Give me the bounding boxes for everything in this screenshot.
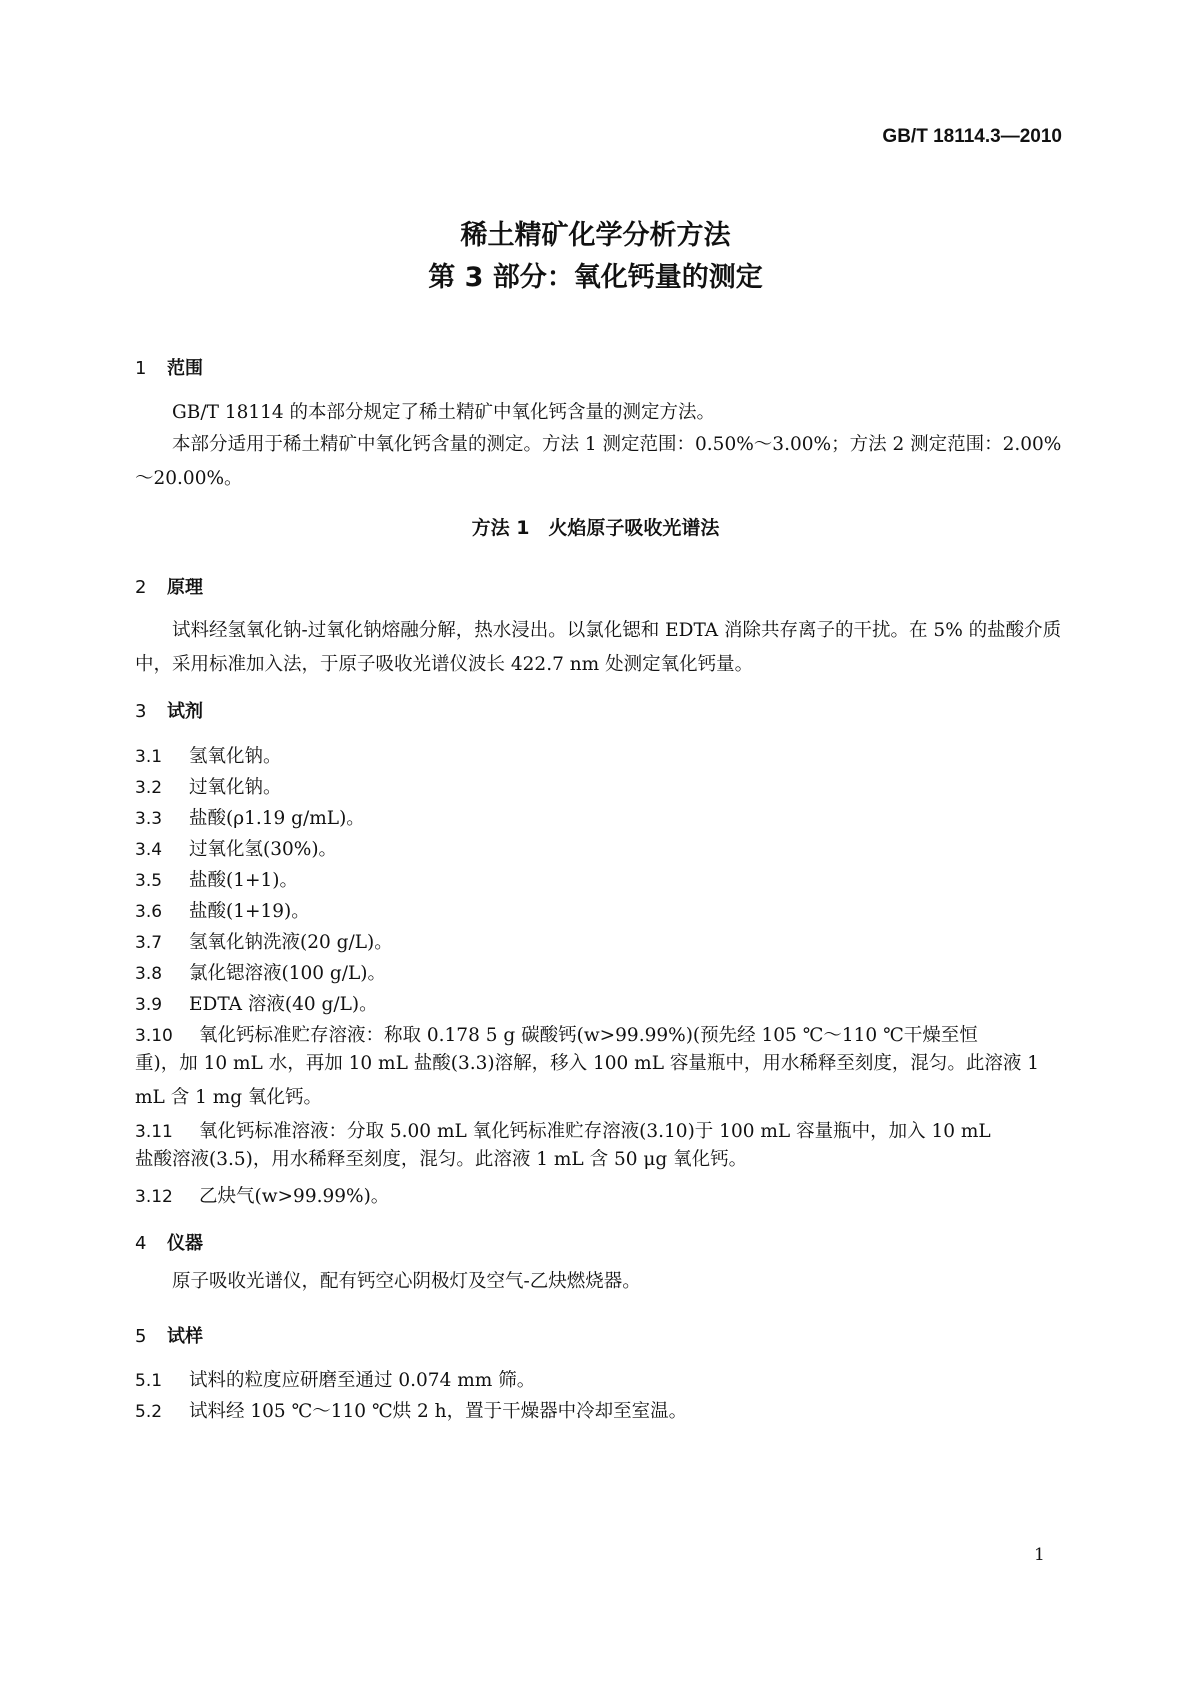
reagent-item bbox=[135, 742, 282, 768]
item-number: 3.7 bbox=[135, 933, 163, 953]
scope-paragraph-2: 本部分适用于稀土精矿中氧化钙含量的测定。方法 1 测定范围：0.50%～3.00%；方法 2 测定范围：2.00%～20.00%。 bbox=[135, 434, 1062, 489]
item-number: 3.2 bbox=[135, 778, 163, 798]
reagent-item-3-10-continuation: 重)，加 10 mL 水，再加 10 mL 盐酸(3.3)溶解，移入 100 mL 容量瓶中，用水稀释至刻度，混匀。此溶液 1 mL 含 1 mg 氧化钙。 bbox=[135, 1053, 1040, 1108]
item-text: 试料的粒度应研磨至通过 0.074 mm 筛。 bbox=[189, 1370, 536, 1391]
item-text: 过氧化钠。 bbox=[189, 777, 282, 798]
section-title: 试剂 bbox=[167, 701, 203, 722]
item-number: 3.10 bbox=[135, 1026, 173, 1046]
section-4-heading bbox=[135, 1229, 203, 1255]
item-number: 3.8 bbox=[135, 964, 163, 984]
standard-code: GB/T 18114.3—2010 bbox=[882, 126, 1062, 147]
section-title: 仪器 bbox=[167, 1233, 203, 1254]
item-number: 3.1 bbox=[135, 747, 163, 767]
section-number: 2 bbox=[135, 577, 147, 598]
item-number: 3.9 bbox=[135, 995, 163, 1015]
reagent-item bbox=[135, 773, 282, 799]
reagent-item-3-11-continuation: 盐酸溶液(3.5)，用水稀释至刻度，混匀。此溶液 1 mL 含 50 μg 氧化钙。 bbox=[135, 1149, 748, 1170]
reagent-item-3-11 bbox=[135, 1117, 991, 1143]
item-number: 3.3 bbox=[135, 809, 163, 829]
item-text: 试料经 105 ℃～110 ℃烘 2 h，置于干燥器中冷却至室温。 bbox=[189, 1401, 688, 1422]
item-text: 过氧化氢(30%)。 bbox=[189, 839, 338, 860]
section-1-heading bbox=[135, 354, 203, 380]
section-2-heading bbox=[135, 573, 203, 599]
section-title: 范围 bbox=[167, 358, 203, 379]
item-number: 3.6 bbox=[135, 902, 163, 922]
item-number: 5.1 bbox=[135, 1371, 163, 1391]
item-text: 氧化钙标准贮存溶液：称取 0.178 5 g 碳酸钙(w>99.99%)(预先经 105 ℃～110 ℃干燥至恒 bbox=[199, 1025, 978, 1046]
section-title: 试样 bbox=[167, 1326, 203, 1347]
item-text: 盐酸(1+1)。 bbox=[189, 870, 298, 891]
item-text: 氢氧化钠洗液(20 g/L)。 bbox=[189, 932, 393, 953]
item-number: 3.12 bbox=[135, 1187, 173, 1207]
section-number: 3 bbox=[135, 701, 147, 722]
section-title: 原理 bbox=[167, 577, 203, 598]
item-number: 3.11 bbox=[135, 1122, 173, 1142]
item-number: 3.5 bbox=[135, 871, 163, 891]
apparatus-paragraph: 原子吸收光谱仪，配有钙空心阴极灯及空气-乙炔燃烧器。 bbox=[172, 1271, 641, 1292]
document-subtitle: 第 3 部分：氧化钙量的测定 bbox=[428, 262, 763, 293]
sample-item bbox=[135, 1397, 687, 1423]
reagent-item-3-10 bbox=[135, 1021, 978, 1047]
reagent-item bbox=[135, 804, 365, 830]
page-number: 1 bbox=[1034, 1545, 1045, 1565]
item-text: 盐酸(1+19)。 bbox=[189, 901, 310, 922]
reagent-item bbox=[135, 990, 378, 1016]
item-text: 氯化锶溶液(100 g/L)。 bbox=[189, 963, 386, 984]
section-number: 5 bbox=[135, 1326, 147, 1347]
reagent-item bbox=[135, 959, 386, 985]
item-text: 氢氧化钠。 bbox=[189, 746, 282, 767]
item-text: 盐酸(ρ1.19 g/mL)。 bbox=[189, 808, 365, 829]
scope-paragraph-1: GB/T 18114 的本部分规定了稀土精矿中氧化钙含量的测定方法。 bbox=[172, 402, 716, 423]
section-number: 1 bbox=[135, 358, 147, 379]
section-3-heading bbox=[135, 697, 203, 723]
document-title: 稀土精矿化学分析方法 bbox=[460, 220, 731, 251]
principle-paragraph: 试料经氢氧化钠-过氧化钠熔融分解，热水浸出。以氯化锶和 EDTA 消除共存离子的干扰。在 5% 的盐酸介质中，采用标准加入法，于原子吸收光谱仪波长 422.7 nm 处测定氧化钙量。 bbox=[135, 620, 1062, 675]
reagent-item bbox=[135, 928, 393, 954]
item-number: 3.4 bbox=[135, 840, 163, 860]
method-1-heading: 方法 1 火焰原子吸收光谱法 bbox=[471, 517, 720, 539]
sample-item bbox=[135, 1366, 535, 1392]
reagent-item-3-12 bbox=[135, 1182, 389, 1208]
reagent-item bbox=[135, 835, 337, 861]
section-5-heading bbox=[135, 1322, 203, 1348]
item-number: 5.2 bbox=[135, 1402, 163, 1422]
reagent-item bbox=[135, 866, 298, 892]
reagent-item bbox=[135, 897, 310, 923]
item-text: 乙炔气(w>99.99%)。 bbox=[199, 1186, 390, 1207]
section-number: 4 bbox=[135, 1233, 147, 1254]
item-text: 氧化钙标准溶液：分取 5.00 mL 氧化钙标准贮存溶液(3.10)于 100 mL 容量瓶中，加入 10 mL bbox=[199, 1121, 991, 1142]
item-text: EDTA 溶液(40 g/L)。 bbox=[189, 994, 378, 1015]
